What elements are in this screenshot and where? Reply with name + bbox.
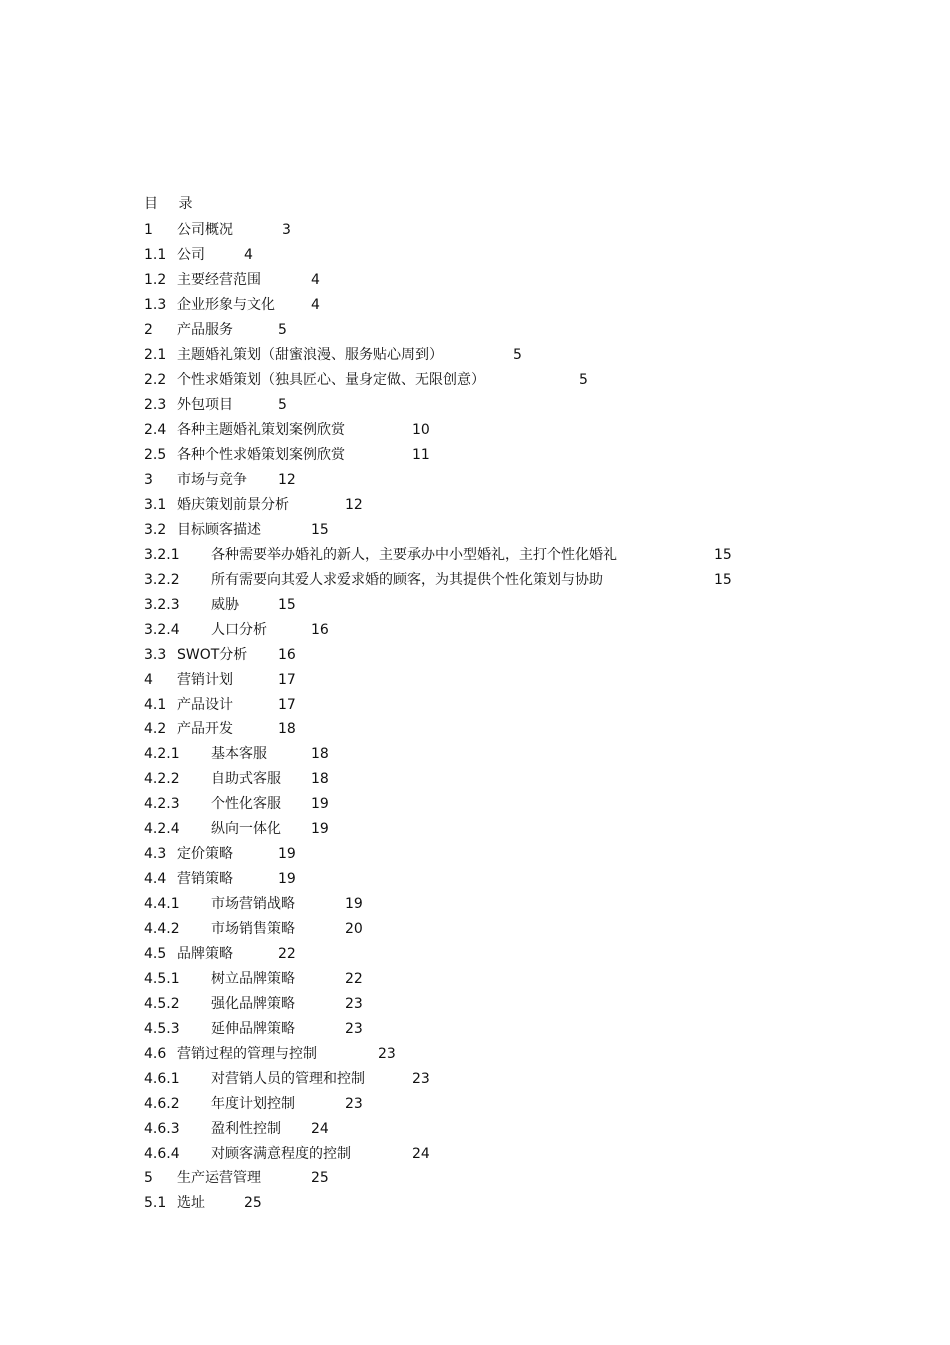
toc-entry-title: SWOT分析 — [177, 647, 248, 663]
toc-entry — [0, 245, 950, 265]
toc-entry — [0, 645, 950, 665]
toc-entry-title: 年度计划控制 — [211, 1096, 295, 1112]
toc-entry-page: 15 — [714, 547, 732, 563]
toc-entry-page: 15 — [714, 572, 732, 588]
toc-entry-title: 公司概况 — [177, 222, 233, 238]
toc-title: 目 录 — [144, 196, 201, 212]
toc-entry — [0, 794, 950, 814]
toc-entry-title: 对顾客满意程度的控制 — [211, 1146, 351, 1162]
toc-entry-page: 24 — [311, 1121, 329, 1137]
toc-entry-number: 4.4.2 — [144, 921, 180, 937]
toc-entry-page: 12 — [278, 472, 296, 488]
toc-entry — [0, 220, 950, 240]
toc-entry — [0, 1119, 950, 1139]
toc-entry-page: 23 — [412, 1071, 430, 1087]
toc-entry — [0, 670, 950, 690]
toc-entry-page: 25 — [311, 1170, 329, 1186]
toc-entry-number: 1.3 — [144, 297, 167, 313]
toc-entry-page: 22 — [345, 971, 363, 987]
toc-entry — [0, 345, 950, 365]
toc-entry-number: 4.5.3 — [144, 1021, 180, 1037]
toc-entry-page: 19 — [311, 821, 329, 837]
toc-entry-page: 23 — [345, 1021, 363, 1037]
toc-entry-title: 产品设计 — [177, 697, 233, 713]
toc-entry — [0, 495, 950, 515]
toc-entry-title: 外包项目 — [177, 397, 233, 413]
toc-entry-page: 10 — [412, 422, 430, 438]
toc-entry-title: 自助式客服 — [211, 771, 281, 787]
toc-entry-title: 主题婚礼策划（甜蜜浪漫、服务贴心周到） — [177, 347, 443, 363]
toc-entry-page: 5 — [513, 347, 522, 363]
toc-entry-number: 4.2.1 — [144, 746, 180, 762]
toc-entry-page: 5 — [278, 397, 287, 413]
toc-entry-title: 各种主题婚礼策划案例欣赏 — [177, 422, 345, 438]
toc-entry-number: 1.2 — [144, 272, 167, 288]
toc-entry-number: 4.2 — [144, 721, 167, 737]
toc-entry — [0, 570, 950, 590]
toc-entry-page: 17 — [278, 697, 296, 713]
toc-entry — [0, 1094, 950, 1114]
toc-entry — [0, 744, 950, 764]
toc-entry-title: 个性化客服 — [211, 796, 281, 812]
toc-entry — [0, 769, 950, 789]
toc-entry-title: 个性求婚策划（独具匠心、量身定做、无限创意） — [177, 372, 485, 388]
toc-entry-number: 4 — [144, 672, 153, 688]
toc-entry-page: 16 — [311, 622, 329, 638]
toc-entry-title: 产品开发 — [177, 721, 233, 737]
toc-entry-title: 所有需要向其爱人求爱求婚的顾客，为其提供个性化策划与协助 — [211, 572, 603, 588]
toc-entry-title: 盈利性控制 — [211, 1121, 281, 1137]
toc-entry-number: 4.5.1 — [144, 971, 180, 987]
toc-entry-page: 19 — [345, 896, 363, 912]
toc-entry — [0, 919, 950, 939]
toc-entry — [0, 620, 950, 640]
toc-entry-title: 威胁 — [211, 597, 239, 613]
toc-entry-number: 4.2.4 — [144, 821, 180, 837]
toc-entry-title: 定价策略 — [177, 846, 233, 862]
toc-entry-page: 24 — [412, 1146, 430, 1162]
toc-entry-number: 1 — [144, 222, 153, 238]
toc-entry-title: 市场与竞争 — [177, 472, 247, 488]
toc-entry — [0, 270, 950, 290]
toc-entry-number: 2.3 — [144, 397, 167, 413]
toc-entry — [0, 994, 950, 1014]
toc-entry-page: 17 — [278, 672, 296, 688]
toc-entry-page: 4 — [244, 247, 253, 263]
toc-entry-title: 营销策略 — [177, 871, 233, 887]
toc-entry-page: 18 — [311, 746, 329, 762]
toc-entry — [0, 1069, 950, 1089]
toc-entry-number: 2.2 — [144, 372, 167, 388]
toc-entry-page: 22 — [278, 946, 296, 962]
toc-entry-page: 12 — [345, 497, 363, 513]
toc-entry-page: 23 — [345, 996, 363, 1012]
toc-entry — [0, 320, 950, 340]
toc-entry-title: 婚庆策划前景分析 — [177, 497, 289, 513]
toc-entry-page: 18 — [278, 721, 296, 737]
toc-entry — [0, 295, 950, 315]
toc-entry-page: 16 — [278, 647, 296, 663]
toc-entry-page: 23 — [345, 1096, 363, 1112]
toc-entry-title: 人口分析 — [211, 622, 267, 638]
toc-entry — [0, 445, 950, 465]
toc-entry-number: 4.5.2 — [144, 996, 180, 1012]
toc-entry-page: 5 — [579, 372, 588, 388]
toc-entry — [0, 819, 950, 839]
toc-entry-number: 3.2.2 — [144, 572, 180, 588]
toc-entry-number: 5 — [144, 1170, 153, 1186]
toc-entry — [0, 944, 950, 964]
toc-entry-number: 4.6.3 — [144, 1121, 180, 1137]
toc-entry-number: 4.2.2 — [144, 771, 180, 787]
toc-entry-number: 3 — [144, 472, 153, 488]
toc-entry-page: 23 — [378, 1046, 396, 1062]
toc-entry-number: 4.6.1 — [144, 1071, 180, 1087]
toc-entry-page: 3 — [282, 222, 291, 238]
toc-entry-number: 1.1 — [144, 247, 167, 263]
toc-entry — [0, 844, 950, 864]
toc-entry-page: 5 — [278, 322, 287, 338]
toc-entry-title: 各种需要举办婚礼的新人，主要承办中小型婚礼，主打个性化婚礼 — [211, 547, 617, 563]
toc-entry-title: 延伸品牌策略 — [211, 1021, 295, 1037]
toc-entry-title: 产品服务 — [177, 322, 233, 338]
toc-entry — [0, 894, 950, 914]
toc-entry-page: 25 — [244, 1195, 262, 1211]
toc-entry — [0, 695, 950, 715]
toc-entry — [0, 719, 950, 739]
toc-entry-page: 11 — [412, 447, 430, 463]
toc-entry-title: 营销过程的管理与控制 — [177, 1046, 317, 1062]
toc-entry-page: 18 — [311, 771, 329, 787]
toc-entry — [0, 1168, 950, 1188]
toc-entry-number: 3.1 — [144, 497, 167, 513]
toc-entry-page: 19 — [311, 796, 329, 812]
toc-entry — [0, 869, 950, 889]
toc-entry-title: 选址 — [177, 1195, 205, 1211]
toc-entry-number: 4.4.1 — [144, 896, 180, 912]
toc-entry-title: 营销计划 — [177, 672, 233, 688]
toc-entry — [0, 1019, 950, 1039]
toc-entry — [0, 520, 950, 540]
toc-entry-number: 2.1 — [144, 347, 167, 363]
toc-entry — [0, 470, 950, 490]
toc-entry-number: 2.5 — [144, 447, 167, 463]
toc-entry-number: 4.2.3 — [144, 796, 180, 812]
toc-entry-title: 市场销售策略 — [211, 921, 295, 937]
toc-entry-number: 3.2.3 — [144, 597, 180, 613]
toc-entry — [0, 370, 950, 390]
toc-entry-page: 19 — [278, 846, 296, 862]
toc-entry-page: 19 — [278, 871, 296, 887]
toc-entry-title: 强化品牌策略 — [211, 996, 295, 1012]
toc-entry-number: 4.3 — [144, 846, 167, 862]
toc-entry-page: 15 — [311, 522, 329, 538]
toc-entry-title: 市场营销战略 — [211, 896, 295, 912]
toc-entry-title: 纵向一体化 — [211, 821, 281, 837]
toc-entry-number: 3.2.1 — [144, 547, 180, 563]
toc-entry-number: 3.2 — [144, 522, 167, 538]
toc-entry-number: 4.6.4 — [144, 1146, 180, 1162]
toc-entry — [0, 595, 950, 615]
toc-entry-number: 5.1 — [144, 1195, 167, 1211]
toc-entry-title: 生产运营管理 — [177, 1170, 261, 1186]
toc-entry-title: 对营销人员的管理和控制 — [211, 1071, 365, 1087]
toc-entry-number: 4.6.2 — [144, 1096, 180, 1112]
toc-entry-title: 企业形象与文化 — [177, 297, 275, 313]
toc-entry-title: 品牌策略 — [177, 946, 233, 962]
toc-entry — [0, 395, 950, 415]
toc-entry — [0, 1044, 950, 1064]
toc-entry-page: 15 — [278, 597, 296, 613]
toc-entry — [0, 969, 950, 989]
toc-entry-number: 4.5 — [144, 946, 167, 962]
toc-entry-title: 各种个性求婚策划案例欣赏 — [177, 447, 345, 463]
toc-entry-number: 3.2.4 — [144, 622, 180, 638]
toc-entry-title: 公司 — [177, 247, 205, 263]
toc-entry — [0, 1144, 950, 1164]
toc-entry-title: 目标顾客描述 — [177, 522, 261, 538]
toc-entry-number: 4.1 — [144, 697, 167, 713]
toc-entry — [0, 420, 950, 440]
toc-entry-number: 2 — [144, 322, 153, 338]
toc-entry — [0, 1193, 950, 1213]
toc-entry-page: 4 — [311, 272, 320, 288]
toc-entry-title: 主要经营范围 — [177, 272, 261, 288]
toc-entry-page: 4 — [311, 297, 320, 313]
toc-entry-number: 4.4 — [144, 871, 167, 887]
toc-entry-page: 20 — [345, 921, 363, 937]
toc-entry-title: 基本客服 — [211, 746, 267, 762]
toc-entry-number: 4.6 — [144, 1046, 167, 1062]
toc-entry-number: 3.3 — [144, 647, 167, 663]
toc-entry-number: 2.4 — [144, 422, 167, 438]
toc-entry-title: 树立品牌策略 — [211, 971, 295, 987]
toc-entry — [0, 545, 950, 565]
